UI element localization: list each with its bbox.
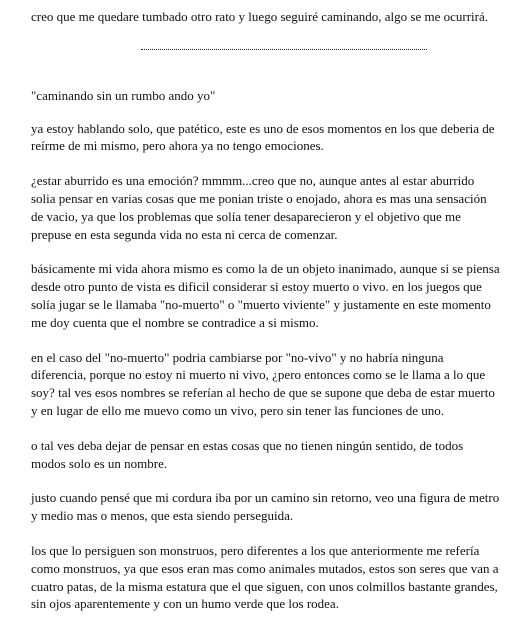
chapter-heading: "caminando sin un rumbo ando yo": [31, 87, 216, 103]
paragraph-7: los que lo persiguen son monstruos, pero diferentes a los que anteriormente me refería como monstruos, ya que esos eran mas como animales mutados, estos son seres que van a cuatro patas, de la misma estatura que el que siguen, con unos colmillos bastante grandes, sin ojos aparentemente y con un humo verde que los rodea.: [31, 542, 499, 612]
paragraph-1: ya estoy hablando solo, que patético, este es uno de esos momentos en los que deberia de reírme de mi mismo, pero ahora ya no tengo emociones.: [31, 120, 495, 154]
paragraph-5: o tal ves deba dejar de pensar en estas cosas que no tienen ningún sentido, de todos modos solo es un nombre.: [31, 437, 464, 471]
dotted-separator: [141, 49, 427, 51]
intro-paragraph: creo que me quedare tumbado otro rato y luego seguiré caminando, algo se me ocurrirá.: [31, 9, 488, 24]
paragraph-3: básicamente mi vida ahora mismo es como la de un objeto inanimado, aunque si se piensa desde otro punto de vista es dificil considerar si estoy muerto o vivo. en los juegos que solía jugar se le llamaba "no-muerto" o "muerto viviente" y justamente en este momento me doy cuenta que el nombre se contradice a si mismo.: [31, 261, 500, 330]
paragraph-2: ¿estar aburrido es una emoción? mmmm...creo que no, aunque antes al estar aburrido solia pensar en varias cosas que me ponian triste o enojado, ahora es mas una sensación de vacio, ya que los problemas que solía tener desaparecieron y el objetivo que me prepuse en esta segunda vida no esta ni cerca de comenzar.: [31, 173, 487, 242]
document-body: [31, 8, 501, 630]
paragraph-6: justo cuando pensé que mi cordura iba por un camino sin retorno, veo una figura de metro y medio mas o menos, que esta siendo perseguida.: [31, 490, 500, 524]
paragraph-4: en el caso del "no-muerto" podria cambiarse por "no-vivo" y no habría ninguna diferencia, porque no estoy ni muerto ni vivo, ¿pero entonces como se le llama a lo que soy? tal ves esos nombres se referían al hecho de que se supone que deba de estar muerto y en lugar de ello me muevo como un vivo, pero sin tener las funciones de uno.: [31, 349, 495, 418]
